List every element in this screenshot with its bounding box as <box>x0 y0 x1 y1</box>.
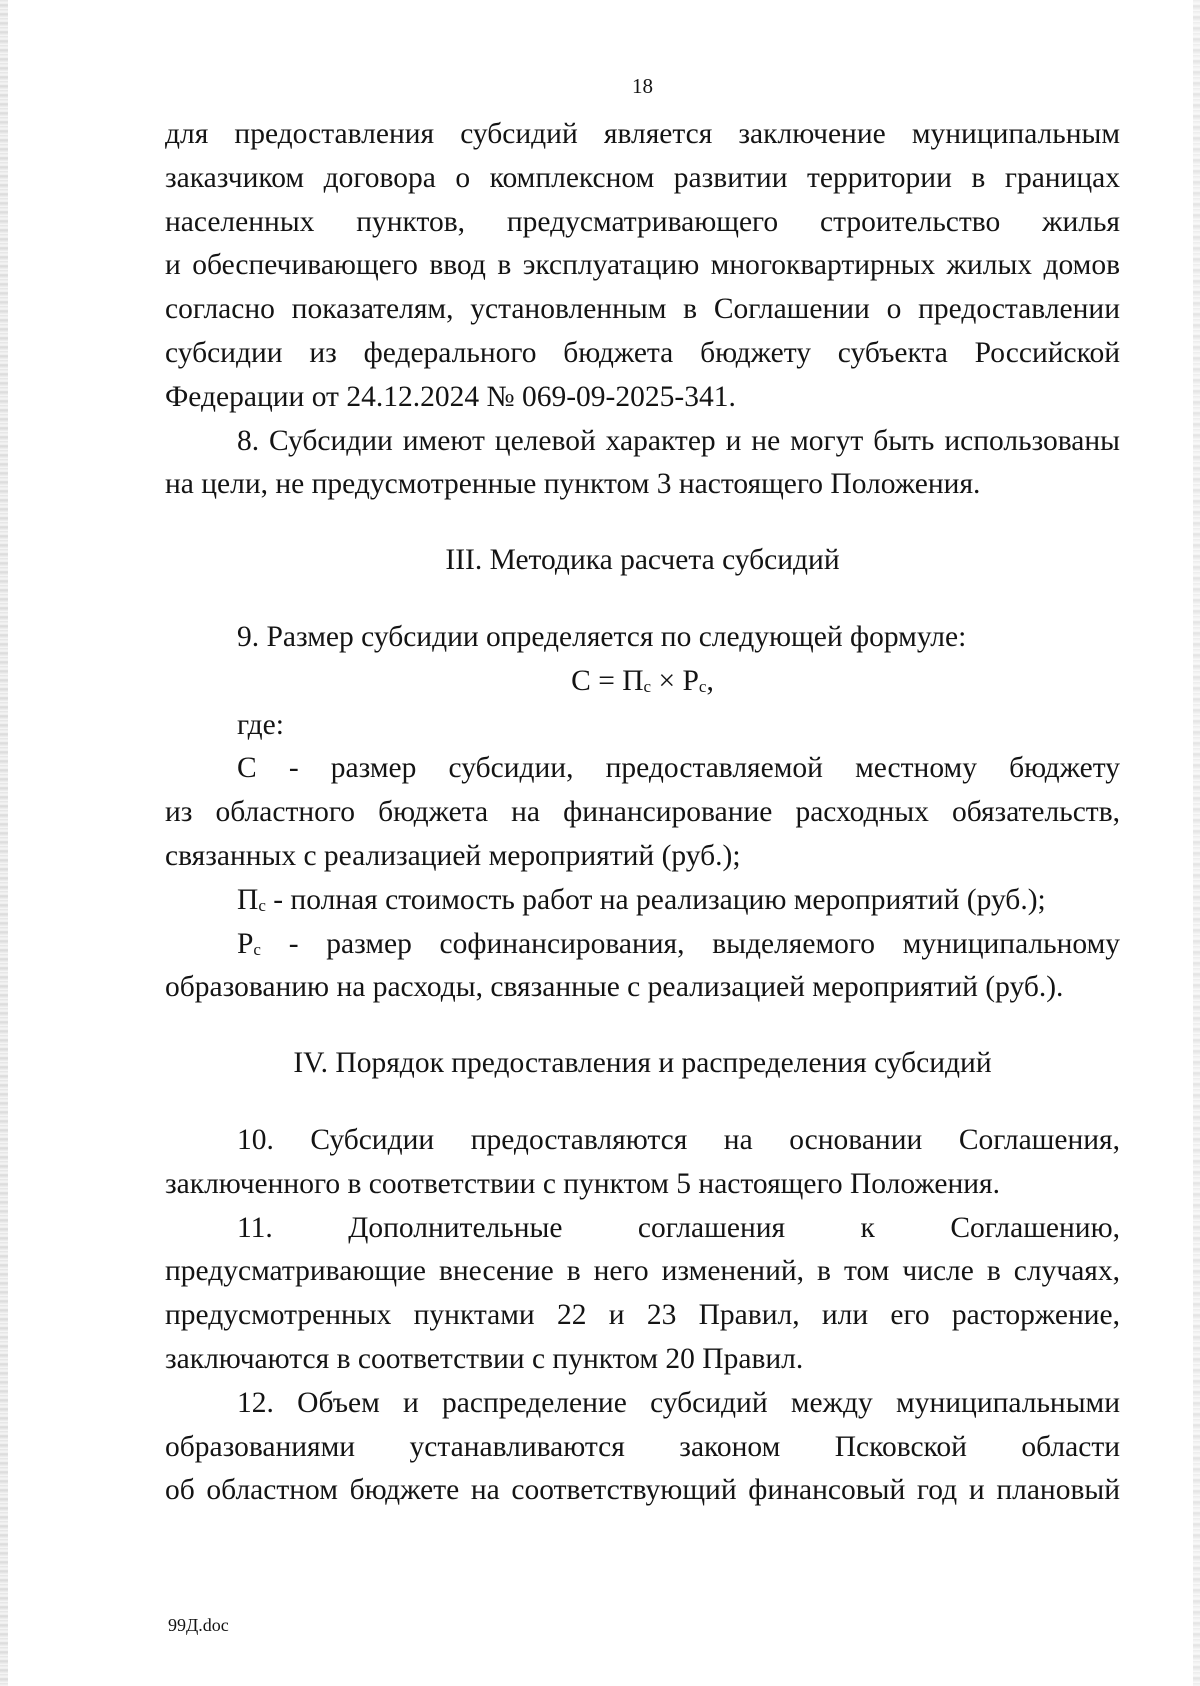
paragraph-11-line: 11. Дополнительные соглашения к Соглашению, <box>237 1211 1120 1244</box>
text-line: Федерации от 24.12.2024 № 069-09-2025-341. <box>165 380 736 413</box>
paragraph-12-line: 12. Объем и распределение субсидий между муниципальными <box>237 1386 1120 1419</box>
definition-text: - полная стоимость работ на реализацию мероприятий (руб.); <box>265 883 1046 916</box>
text-line: населенных пунктов, предусматривающего строительство жилья <box>165 205 1120 238</box>
paragraph-11-line: предусмотренных пунктами 22 и 23 Правил, или его расторжение, <box>165 1299 1120 1332</box>
definition-subscript: с <box>258 895 266 915</box>
section-heading-4: IV. Порядок предоставления и распределения субсидий <box>293 1047 992 1080</box>
definition-text: - размер софинансирования, выделяемого муниципальному <box>260 927 1120 960</box>
formula-subscript: с <box>643 676 652 696</box>
definition-c-line: из областного бюджета на финансирование расходных обязательств, <box>165 796 1120 829</box>
definition-r-line: образованию на расходы, связанные с реализацией мероприятий (руб.). <box>165 971 1064 1004</box>
page-number: 18 <box>632 74 653 98</box>
paragraph-11-line: заключаются в соответствии с пунктом 20 Правил. <box>165 1342 804 1375</box>
footer-filename: 99Д.doc <box>168 1615 229 1635</box>
definition-symbol: Р <box>237 927 254 960</box>
text-line: и обеспечивающего ввод в эксплуатацию многоквартирных жилых домов <box>165 249 1120 282</box>
scan-edge-left <box>0 0 8 1686</box>
definition-c-line: связанных с реализацией мероприятий (руб.); <box>165 839 741 872</box>
paragraph-9: 9. Размер субсидии определяется по следующей формуле: <box>237 620 967 653</box>
scan-edge-right <box>1193 0 1200 1686</box>
definition-subscript: с <box>253 939 261 959</box>
paragraph-12-line: образованиями устанавливаются законом Псковской области <box>165 1430 1120 1463</box>
formula-part: , <box>706 664 714 697</box>
text-line: заказчиком договора о комплексном развитии территории в границах <box>165 161 1120 194</box>
section-heading-3: III. Методика расчета субсидий <box>445 544 840 577</box>
paragraph-8-line: на цели, не предусмотренные пунктом 3 настоящего Положения. <box>165 468 981 501</box>
formula-subscript: с <box>698 676 707 696</box>
paragraph-8-line: 8. Субсидии имеют целевой характер и не могут быть использованы <box>237 424 1120 457</box>
definition-symbol: П <box>237 883 259 916</box>
text-line: субсидии из федерального бюджета бюджету субъекта Российской <box>165 336 1120 369</box>
definition-p <box>165 879 1120 923</box>
document-body <box>165 113 1120 1513</box>
where-label: где: <box>237 708 284 741</box>
text-line: согласно показателям, установленным в Соглашении о предоставлении <box>165 293 1120 326</box>
paragraph-10-line: заключенного в соответствии с пунктом 5 настоящего Положения. <box>165 1167 1000 1200</box>
paragraph-12-line: об областном бюджете на соответствующий финансовый год и плановый <box>165 1474 1120 1507</box>
text-line: для предоставления субсидий является заключение муниципальным <box>165 118 1120 150</box>
definition-c-line: С - размер субсидии, предоставляемой местному бюджету <box>237 752 1120 785</box>
paragraph-11-line: предусматривающие внесение в него изменений, в том числе в случаях, <box>165 1255 1120 1288</box>
formula <box>165 660 1120 704</box>
paragraph-10-line: 10. Субсидии предоставляются на основании Соглашения, <box>237 1123 1120 1156</box>
definition-r <box>165 923 1120 967</box>
formula-part: С = П <box>571 664 644 697</box>
formula-part: × Р <box>651 664 699 697</box>
